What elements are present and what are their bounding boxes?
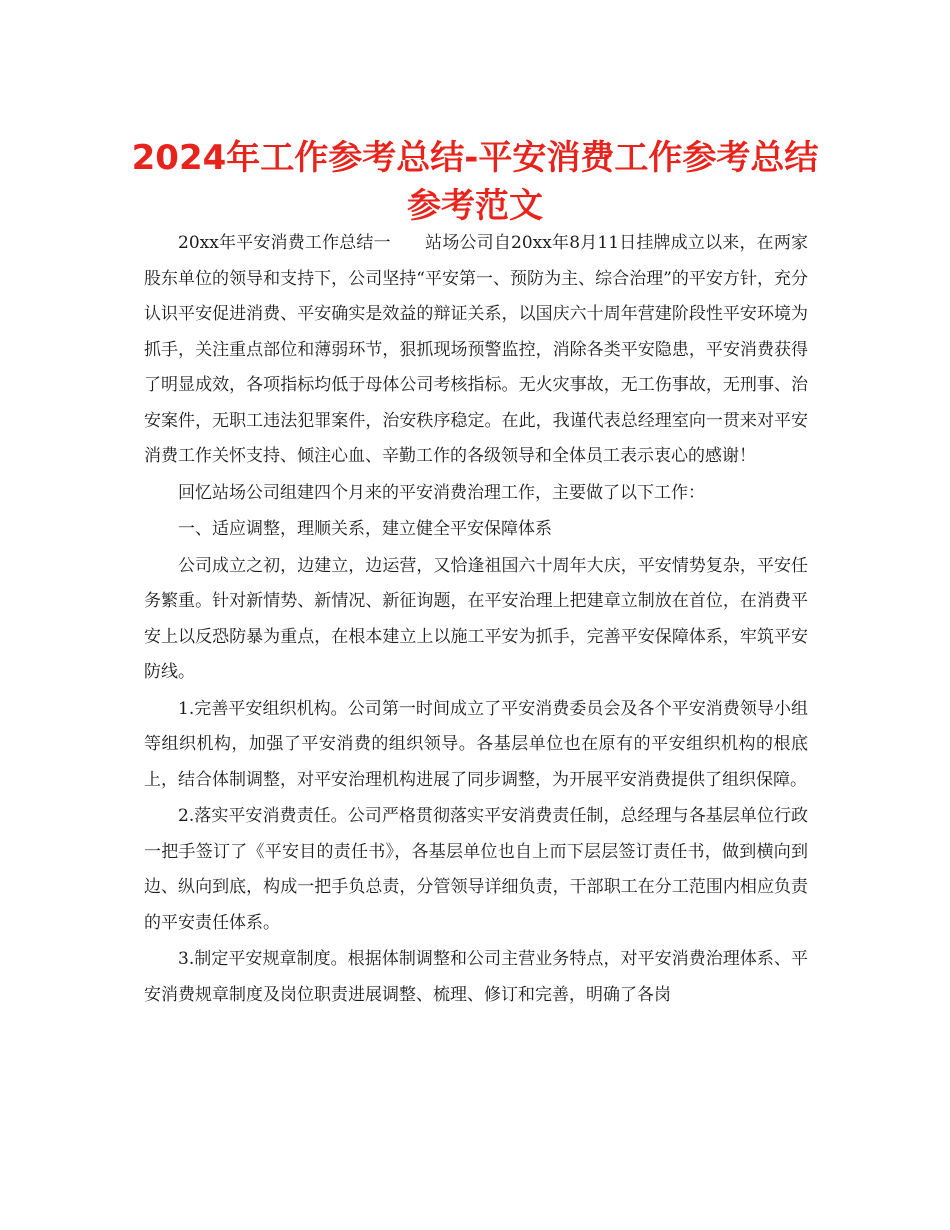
document-body [144,226,808,1013]
paragraph-intro: 20xx年平安消费工作总结一 站场公司自20xx年8月11日挂牌成立以来，在两家股东单位的领导和支持下，公司坚持“平安第一、预防为主、综合治理”的平安方针，充分认识平安促进消费、平安确实是效益的辩证关系，以国庆六十周年营建阶段性平安环境为抓手，关注重点部位和薄弱环节，狠抓现场预警监控，消除各类平安隐患，平安消费获得了明显成效，各项指标均低于母体公司考核指标。无火灾事故，无工伤事故，无刑事、治安案件，无职工违法犯罪案件，治安秩序稳定。在此，我谨代表总经理室向一贯来对平安消费工作关怀支持、倾注心血、辛勤工作的各级领导和全体员工表示衷心的感谢！ [144,233,808,466]
document-title: 2024年工作参考总结-平安消费工作参考总结参考范文 [131,138,819,226]
paragraph-item-1: 1.完善平安组织机构。公司第一时间成立了平安消费委员会及各个平安消费领导小组等组织机构，加强了平安消费的组织领导。各基层单位也在原有的平安组织机构的根底上，结合体制调整，对平安治理机构进展了同步调整，为开展平安消费提供了组织保障。 [144,698,808,790]
paragraph-section-1: 公司成立之初，边建立，边运营，又恰逢祖国六十周年大庆，平安情势复杂，平安任务繁重。针对新情势、新情况、新征询题，在平安治理上把建章立制放在首位，在消费平安上以反恐防暴为重点，在根本建立上以施工平安为抓手，完善平安保障体系，牢筑平安防线。 [144,555,808,682]
paragraph-item-3: 3.制定平安规章制度。根据体制调整和公司主营业务特点，对平安消费治理体系、平安消费规章制度及岗位职责进展调整、梳理、修订和完善，明确了各岗 [144,949,808,1005]
paragraph-review: 回忆站场公司组建四个月来的平安消费治理工作，主要做了以下工作： [178,482,705,503]
paragraph-item-2: 2.落实平安消费责任。公司严格贯彻落实平安消费责任制，总经理与各基层单位行政一把手签订了《平安目的责任书》，各基层单位也自上而下层层签订责任书，做到横向到边、纵向到底，构成一把手负总责，分管领导详细负责，干部职工在分工范围内相应负责的平安责任体系。 [144,806,808,933]
section-heading-1: 一、适应调整，理顺关系，建立健全平安保障体系 [178,519,552,539]
